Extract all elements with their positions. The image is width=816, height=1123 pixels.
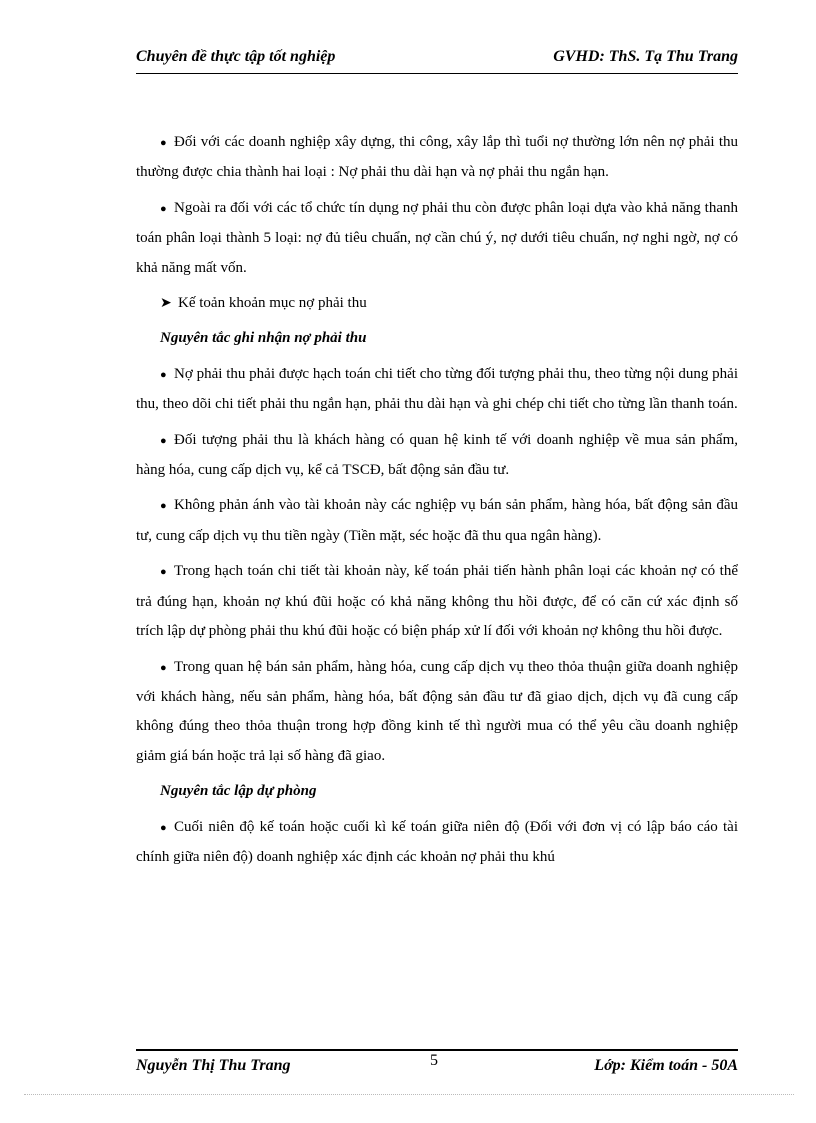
bullet-paragraph: ● Đối tượng phải thu là khách hàng có quan hệ kinh tế với doanh nghiệp về mua sản phẩm, hàng hóa, cung cấp dịch vụ, kể cả TSCĐ, bất động sản đầu tư. (136, 426, 738, 486)
bullet-paragraph: ● Trong hạch toán chi tiết tài khoản này, kế toán phải tiến hành phân loại các khoản nợ có thể trả đúng hạn, khoản nợ khú đũi hoặc có khả năng không thu hồi được, để có căn cứ xác định số trích lập dự phòng phải thu khú đũi hoặc có biện pháp xử lí đối với khoản nợ không thu hồi được. (136, 557, 738, 646)
bullet-icon: ● (160, 137, 167, 149)
header-advisor: GVHD: ThS. Tạ Thu Trang (553, 48, 738, 65)
header-divider (136, 73, 738, 74)
footer-divider (136, 1049, 738, 1051)
page-number: 5 (430, 1052, 438, 1069)
bullet-icon: ● (160, 500, 167, 513)
header-title: Chuyên đề thực tập tốt nghiệp (136, 48, 336, 65)
page-bottom-edge (24, 1094, 794, 1095)
page-header (136, 48, 738, 70)
bullet-paragraph: ● Đối với các doanh nghiệp xây dựng, thi công, xây lắp thì tuổi nợ thường lớn nên nợ phải thu thường được chia thành hai loại : Nợ phải thu dài hạn và nợ phải thu ngắn hạn. (136, 128, 738, 188)
bullet-icon: ● (160, 566, 167, 579)
bullet-paragraph: ● Cuối niên độ kế toán hoặc cuối kì kế toán giữa niên độ (Đối với đơn vị có lập báo cáo tài chính giữa niên độ) doanh nghiệp xác định các khoản nợ phải thu khú (136, 813, 738, 873)
bullet-paragraph: ● Ngoài ra đối với các tổ chức tín dụng nợ phải thu còn được phân loại dựa vào khả năng thanh toán phân loại thành 5 loại: nợ đủ tiêu chuẩn, nợ cần chú ý, nợ dưới tiêu chuẩn, nợ nghi ngờ, nợ có khả năng mất vốn. (136, 194, 738, 283)
bullet-icon: ● (160, 202, 167, 215)
bullet-icon: ● (160, 368, 167, 381)
section-heading: Nguyên tắc lập dự phòng (160, 783, 317, 800)
bullet-paragraph: ● Nợ phải thu phải được hạch toán chi tiết cho từng đối tượng phải thu, theo từng nội dung phải thu, theo dõi chi tiết phải thu ngắn hạn, phải thu dài hạn và ghi chép chi tiết cho từng lần thanh toán. (136, 360, 738, 420)
bullet-paragraph: ● Trong quan hệ bán sản phẩm, hàng hóa, cung cấp dịch vụ theo thỏa thuận giữa doanh nghiệp với khách hàng, nếu sản phẩm, hàng hóa, bất động sản đầu tư đã giao dịch, dịch vụ đã cung cấp không đúng theo thỏa thuận trong hợp đồng kinh tế thì người mua có thể yêu cầu doanh nghiệp giảm giá bán hoặc trả lại số hàng đã giao. (136, 653, 738, 772)
section-heading: Nguyên tắc ghi nhận nợ phải thu (160, 330, 367, 347)
bullet-icon: ● (160, 661, 167, 674)
bullet-paragraph: ● Không phản ánh vào tài khoản này các nghiệp vụ bán sản phẩm, hàng hóa, bất động sản đầu tư, cung cấp dịch vụ thu tiền ngày (Tiền mặt, séc hoặc đã thu qua ngân hàng). (136, 491, 738, 551)
footer-author: Nguyễn Thị Thu Trang (136, 1057, 291, 1074)
bullet-icon: ● (160, 434, 167, 447)
document-body (136, 128, 738, 878)
arrow-bullet-icon: ➤ (160, 296, 172, 312)
footer-class: Lớp: Kiểm toán - 50A (594, 1057, 738, 1074)
arrow-item: ➤ Kế toản khoản mục nợ phải thu (136, 289, 738, 318)
bullet-icon: ● (160, 821, 167, 834)
